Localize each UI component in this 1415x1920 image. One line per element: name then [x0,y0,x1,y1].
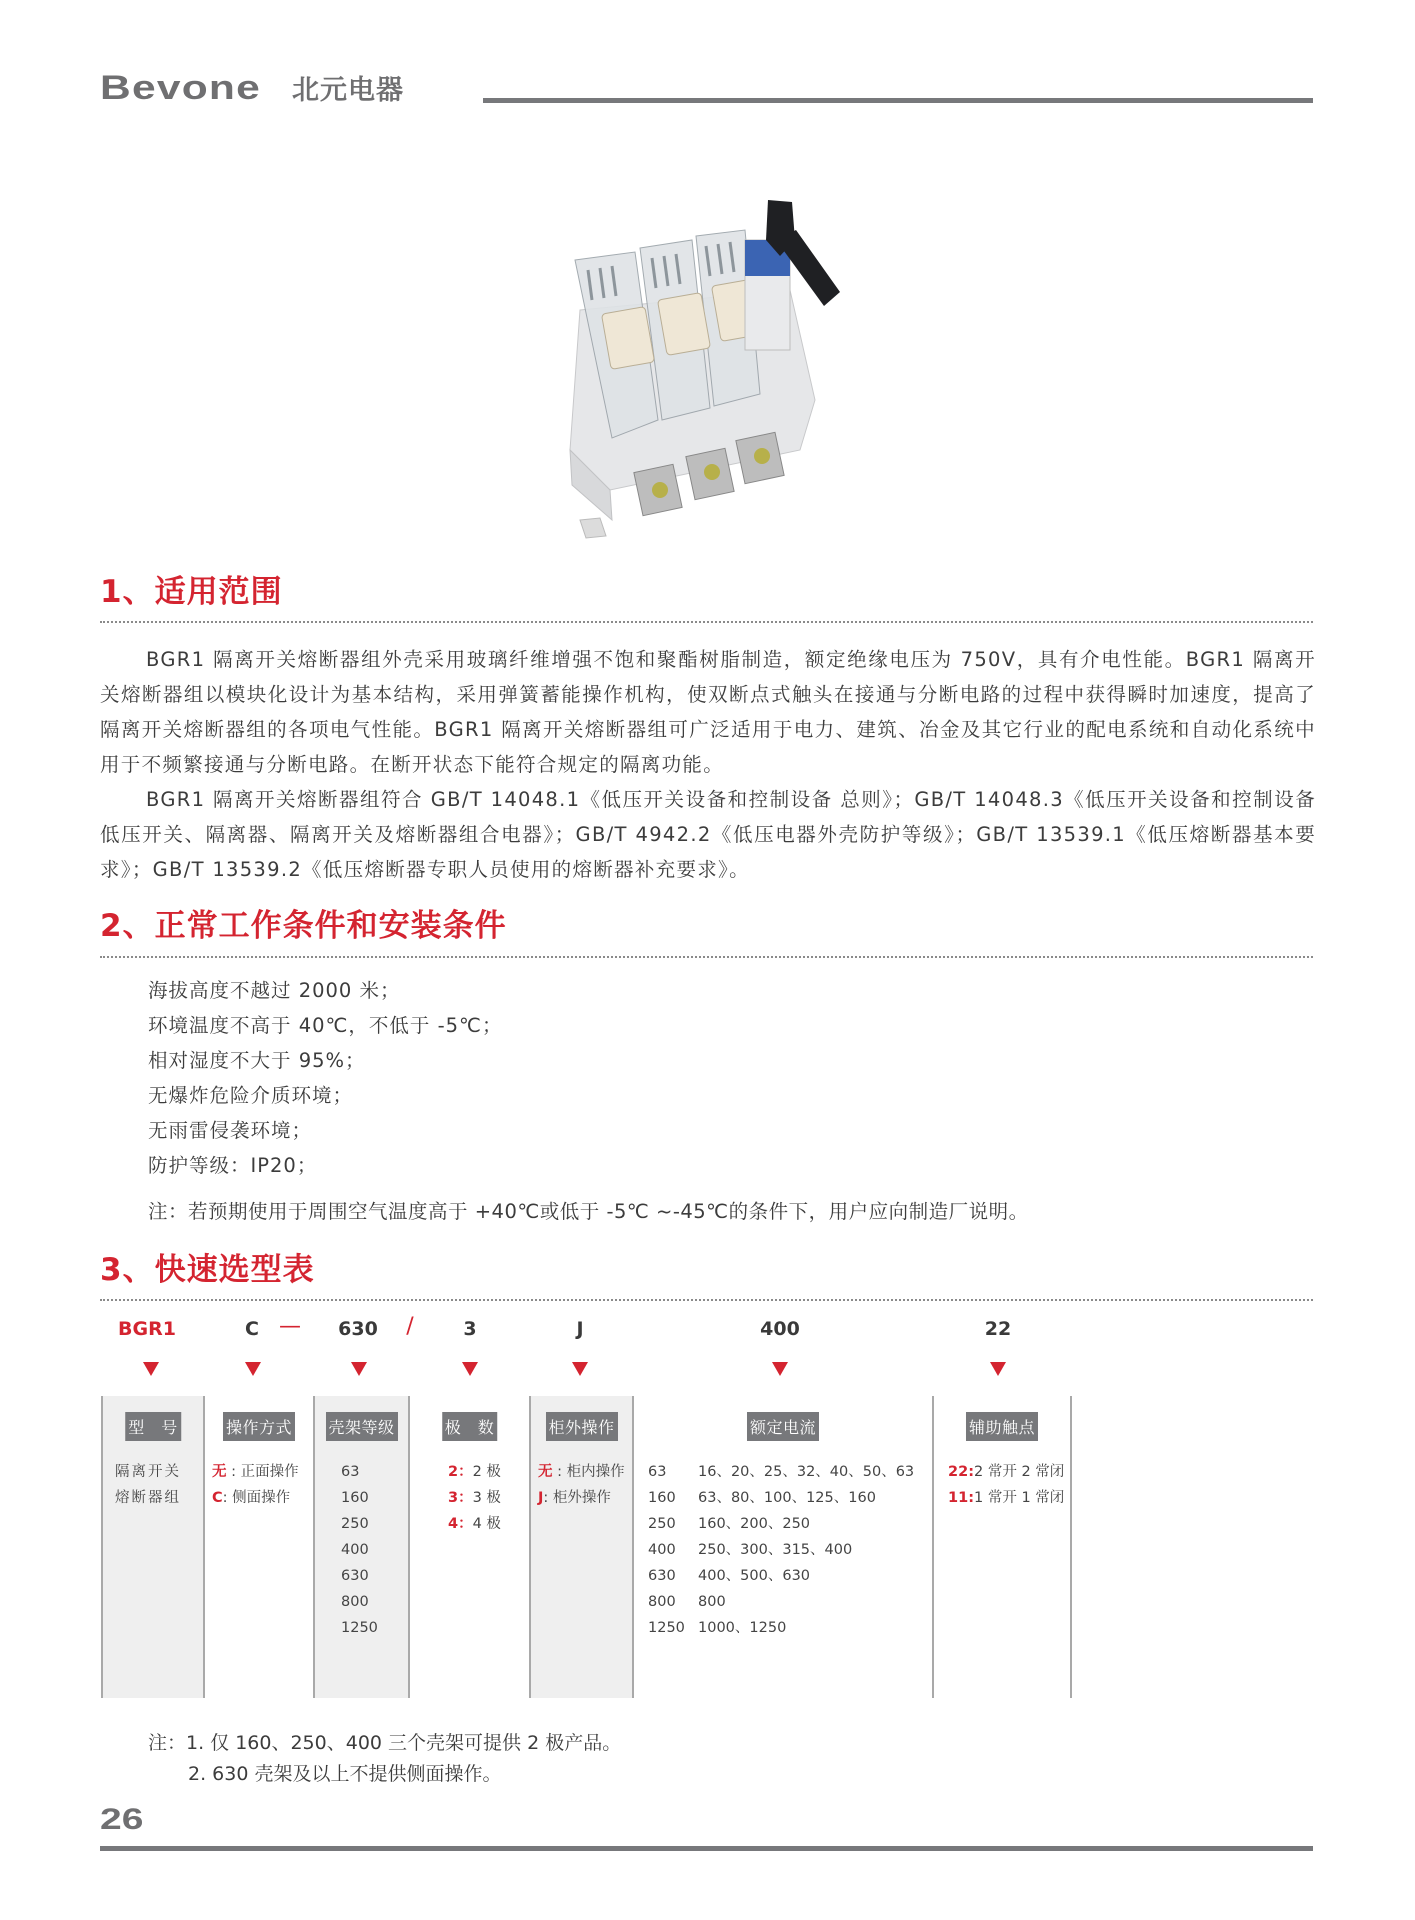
option-row: 无 : 柜内操作 [538,1464,625,1480]
current-row: 630 400、500、630 [648,1568,811,1584]
current-row: 800 800 [648,1594,726,1610]
arrow-down-icon [572,1362,588,1376]
page-number: 26 [100,1803,144,1836]
arrow-down-icon [351,1362,367,1376]
condition-item: 无爆炸危险介质环境； [148,1084,354,1107]
column-header: 极 数 [442,1412,498,1441]
brand-logo [100,68,404,107]
frame-row: 800 [341,1594,369,1610]
code-part-aux: 22 [984,1318,1012,1340]
model-desc: 隔离开关熔断器组 [115,1464,181,1506]
column-header: 壳架等级 [325,1412,397,1441]
column-poles [408,1396,529,1698]
conditions-list [148,973,502,1183]
section-divider [100,1299,1313,1301]
selection-notes [148,1728,621,1790]
current-row: 400 250、300、315、400 [648,1542,853,1558]
note-line: 2. 630 壳架及以上不提供侧面操作。 [188,1763,502,1785]
code-part-poles: 3 [463,1318,477,1340]
condition-item: 海拔高度不越过 2000 米； [148,979,401,1002]
option-row: 3：3 极 [448,1490,501,1506]
condition-item: 环境温度不高于 40℃，不低于 -5℃； [148,1014,503,1037]
option-row: 11:1 常开 1 常闭 [948,1490,1065,1506]
frame-row: 160 [341,1490,369,1506]
column-model [101,1396,203,1698]
product-image [540,200,880,540]
current-row: 1250 1000、1250 [648,1620,787,1636]
option-row: 4：4 极 [448,1516,501,1532]
arrow-down-icon [462,1362,478,1376]
frame-row: 250 [341,1516,369,1532]
section-divider [100,956,1313,958]
column-operation [203,1396,313,1698]
frame-row: 63 [341,1464,360,1480]
arrow-down-icon [990,1362,1006,1376]
condition-item: 相对湿度不大于 95%； [148,1049,366,1072]
column-frame [313,1396,408,1698]
code-separator-dash: — [279,1314,301,1339]
section-divider [100,621,1313,623]
frame-row: 400 [341,1542,369,1558]
option-row: 22:2 常开 2 常闭 [948,1464,1065,1480]
condition-item: 无雨雷侵袭环境； [148,1119,313,1142]
current-row: 160 63、80、100、125、160 [648,1490,876,1506]
frame-row: 1250 [341,1620,378,1636]
header-rule [483,98,1313,103]
option-row: J: 柜外操作 [538,1490,611,1506]
section-title-scope: 1、适用范围 [100,574,283,610]
section-title-selection: 3、快速选型表 [100,1252,315,1288]
column-header: 额定电流 [747,1412,819,1441]
arrow-down-icon [245,1362,261,1376]
section-title-conditions: 2、正常工作条件和安装条件 [100,908,507,944]
column-current [632,1396,932,1698]
footer-rule [100,1846,1313,1851]
column-header: 操作方式 [223,1412,295,1441]
frame-row: 630 [341,1568,369,1584]
option-row: 无 : 正面操作 [212,1464,299,1480]
column-header: 型 号 [125,1412,181,1441]
scope-paragraph: BGR1 隔离开关熔断器组符合 GB/T 14048.1《低压开关设备和控制设备 总则》；GB/T 14048.3《低压开关设备和控制设备低压开关、隔离器、隔离开关及熔断器组合电器》；GB/T 4942.2《低压电器外壳防护等级》；GB/T 13539.1《低压熔断器基本要求》；GB/T 13539.2《低压熔断器专职人员使用的熔断器补充要求》。 [100,788,1316,881]
fuse-switch-illustration-icon [540,200,880,540]
column-header: 柜外操作 [545,1412,617,1441]
column-header: 辅助触点 [966,1412,1038,1441]
code-part-cabinet: J [576,1318,584,1340]
current-row: 63 16、20、25、32、40、50、63 [648,1464,915,1480]
conditions-note: 注：若预期使用于周围空气温度高于 +40℃或低于 -5℃ ~-45℃的条件下，用户应向制造厂说明。 [148,1200,1029,1223]
condition-item: 防护等级：IP20； [148,1154,318,1177]
scope-paragraph: BGR1 隔离开关熔断器组外壳采用玻璃纤维增强不饱和聚酯树脂制造，额定绝缘电压为 750V，具有介电性能。BGR1 隔离开关熔断器组以模块化设计为基本结构，采用弹簧蓄能操作机构，使双断点式触头在接通与分断电路的过程中获得瞬时加速度，提高了隔离开关熔断器组的各项电气性能。BGR1 隔离开关熔断器组可广泛适用于电力、建筑、冶金及其它行业的配电系统和自动化系统中用于不频繁接通与分断电路。在断开状态下能符合规定的隔离功能。 [100,648,1316,776]
option-row: C: 侧面操作 [212,1490,291,1506]
brand-chinese: 北元电器 [292,75,404,106]
arrow-down-icon [772,1362,788,1376]
code-part-frame: 630 [338,1318,378,1340]
code-part-model: BGR1 [118,1318,176,1340]
current-row: 250 160、200、250 [648,1516,811,1532]
code-part-current: 400 [760,1318,800,1340]
column-cabinet [529,1396,632,1698]
code-part-operation: C [245,1318,259,1340]
brand-latin: Bevone [100,69,262,107]
note-line: 注：1. 仅 160、250、400 三个壳架可提供 2 极产品。 [148,1732,622,1754]
column-aux [932,1396,1072,1698]
code-separator-slash: / [406,1314,414,1339]
scope-paragraphs [100,642,1316,887]
arrow-down-icon [143,1362,159,1376]
option-row: 2：2 极 [448,1464,501,1480]
